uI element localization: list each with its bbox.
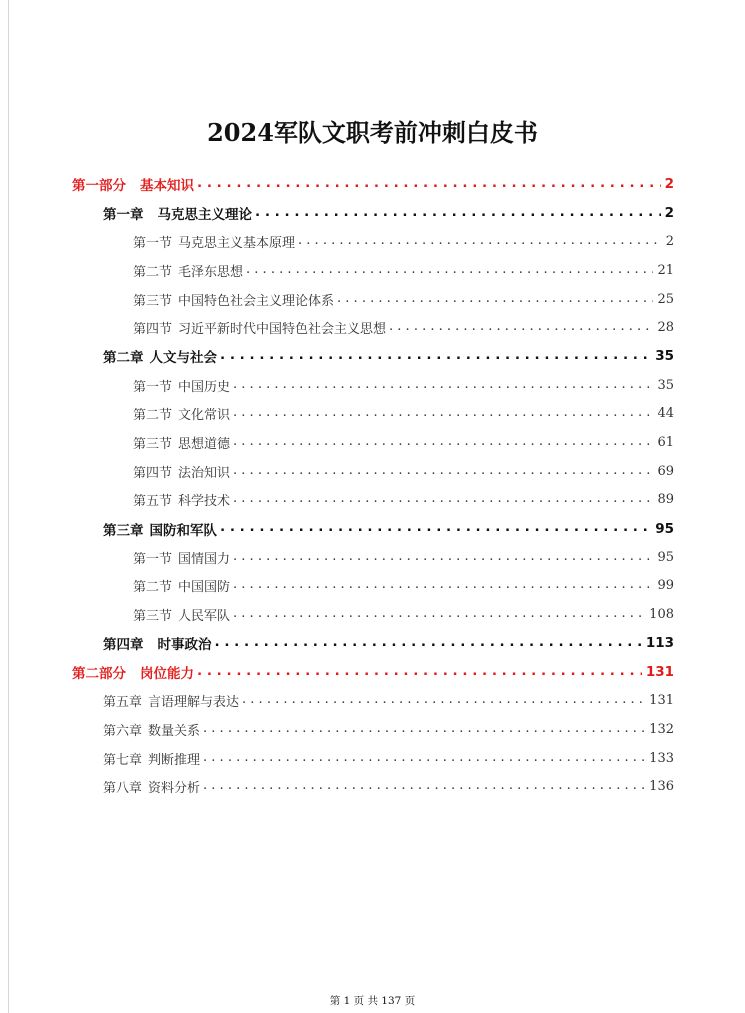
toc-page-number: 136: [649, 779, 674, 795]
toc-entry-number: 第四节: [133, 465, 173, 481]
dot-leader: [220, 522, 651, 536]
toc-page-number: 2: [664, 205, 674, 222]
toc-entry-number: 第七章: [103, 752, 143, 768]
toc-page-number: 69: [657, 463, 674, 479]
toc-entry-title: 文化常识: [178, 408, 231, 424]
toc-page-number: 25: [657, 291, 674, 307]
toc-entry-title: 毛泽东思想: [178, 264, 244, 280]
dot-leader: [233, 579, 653, 592]
toc-entry-number: 第三章: [103, 522, 144, 539]
toc-entry-number: 第六章: [103, 723, 143, 739]
toc-page-number: 95: [655, 520, 674, 537]
toc-page-number: 133: [649, 750, 674, 766]
toc-page-number: 131: [649, 693, 674, 709]
toc-entry-number: 第五章: [103, 695, 143, 711]
toc-entry-number: 第四章: [103, 637, 144, 654]
toc-entry-title: 岗位能力: [140, 666, 194, 683]
toc-page-number: 95: [657, 549, 674, 565]
dot-leader: [197, 665, 642, 679]
page-footer: 第 1 页 共 137 页: [329, 995, 416, 1007]
toc-section-2-4[interactable]: [0, 457, 745, 486]
toc-page-number: 132: [649, 721, 674, 737]
dot-leader: [233, 551, 653, 564]
toc-entry-number: 第一节: [133, 236, 173, 252]
toc-page-number: 2: [665, 234, 674, 250]
toc-entry-number: 第一节: [133, 551, 173, 567]
toc-page-number: 35: [655, 348, 674, 365]
toc-page-number: 28: [657, 320, 674, 336]
toc-part-2[interactable]: [0, 658, 745, 687]
toc-entry-number: 第二节: [133, 580, 173, 596]
toc-page-number: 44: [657, 406, 674, 422]
toc-chapter-1[interactable]: [0, 199, 745, 228]
toc-section-2-5[interactable]: [0, 486, 745, 515]
toc-entry-number: 第四节: [133, 322, 173, 338]
toc-chapter-5[interactable]: [0, 686, 745, 715]
dot-leader: [233, 608, 645, 621]
dot-leader: [203, 780, 645, 793]
toc-section-1-3[interactable]: [0, 285, 745, 314]
document-title: 2024军队文职考前冲刺白皮书: [207, 118, 538, 148]
toc-entry-number: 第八章: [103, 781, 143, 797]
toc-entry-number: 第三节: [133, 609, 173, 625]
toc-entry-title: 思想道德: [178, 437, 231, 453]
dot-leader: [255, 206, 661, 220]
toc-entry-number: 第二章: [103, 350, 144, 367]
toc-entry-title: 习近平新时代中国特色社会主义思想: [178, 322, 387, 338]
toc-entry-title: 马克思主义理论: [157, 207, 252, 224]
toc-page-number: 2: [664, 176, 674, 193]
toc-entry-number: 第三节: [133, 437, 173, 453]
toc-entry-number: 第二部分: [72, 666, 126, 683]
toc-section-3-3[interactable]: [0, 600, 745, 629]
dot-leader: [233, 407, 653, 420]
toc-entry-title: 人文与社会: [149, 350, 217, 367]
toc-entry-title: 判断推理: [148, 752, 201, 768]
dot-leader: [242, 694, 645, 707]
toc-section-2-3[interactable]: [0, 428, 745, 457]
toc-entry-title: 法治知识: [178, 465, 231, 481]
toc-section-3-2[interactable]: [0, 572, 745, 601]
toc-chapter-2[interactable]: [0, 342, 745, 371]
toc-page-number: 89: [657, 492, 674, 508]
dot-leader: [197, 178, 661, 192]
dot-leader: [233, 436, 653, 449]
toc-page-number: 61: [657, 435, 674, 451]
toc-entry-title: 资料分析: [148, 781, 201, 797]
toc-section-2-1[interactable]: [0, 371, 745, 400]
dot-leader: [337, 293, 653, 306]
dot-leader: [246, 264, 653, 277]
dot-leader: [389, 321, 653, 334]
toc-entry-number: 第一章: [103, 207, 144, 224]
toc-page-number: 21: [657, 262, 674, 278]
toc-entry-title: 中国特色社会主义理论体系: [178, 293, 335, 309]
toc-part-1[interactable]: [0, 170, 745, 199]
toc-entry-title: 时事政治: [157, 637, 212, 654]
toc-entry-number: 第二节: [133, 264, 173, 280]
toc-section-3-1[interactable]: [0, 543, 745, 572]
dot-leader: [220, 350, 651, 364]
toc-page-number: 35: [657, 377, 674, 393]
dot-leader: [215, 637, 642, 651]
toc-entry-title: 中国历史: [178, 379, 231, 395]
toc-section-2-2[interactable]: [0, 400, 745, 429]
toc-entry-title: 国情国力: [178, 551, 231, 567]
dot-leader: [233, 379, 653, 392]
toc-entry-title: 国防和军队: [149, 522, 217, 539]
toc-entry-title: 言语理解与表达: [148, 695, 240, 711]
toc-entry-number: 第五节: [133, 494, 173, 510]
dot-leader: [233, 493, 653, 506]
dot-leader: [203, 752, 645, 765]
toc-section-1-2[interactable]: [0, 256, 745, 285]
toc-entry-title: 基本知识: [140, 178, 194, 195]
toc-page-number: 108: [649, 607, 674, 623]
toc-entry-number: 第一部分: [72, 178, 126, 195]
toc-entry-number: 第一节: [133, 379, 173, 395]
toc-chapter-8[interactable]: [0, 772, 745, 801]
toc-entry-title: 中国国防: [178, 580, 231, 596]
dot-leader: [233, 465, 653, 478]
toc-entry-title: 人民军队: [178, 609, 231, 625]
toc-chapter-7[interactable]: [0, 744, 745, 773]
toc-entry-title: 数量关系: [148, 723, 201, 739]
toc-page-number: 99: [657, 578, 674, 594]
toc-entry-title: 马克思主义基本原理: [178, 236, 296, 252]
toc-entry-number: 第二节: [133, 408, 173, 424]
toc-entry-title: 科学技术: [178, 494, 231, 510]
toc-section-1-1[interactable]: [0, 227, 745, 256]
toc-chapter-3[interactable]: [0, 514, 745, 543]
dot-leader: [203, 723, 645, 736]
toc-chapter-4[interactable]: [0, 629, 745, 658]
toc-entry-number: 第三节: [133, 293, 173, 309]
toc-page-number: 113: [645, 635, 674, 652]
toc-section-1-4[interactable]: [0, 313, 745, 342]
toc-chapter-6[interactable]: [0, 715, 745, 744]
toc-page-number: 131: [645, 664, 674, 681]
table-of-contents: [0, 170, 745, 801]
dot-leader: [298, 235, 662, 248]
